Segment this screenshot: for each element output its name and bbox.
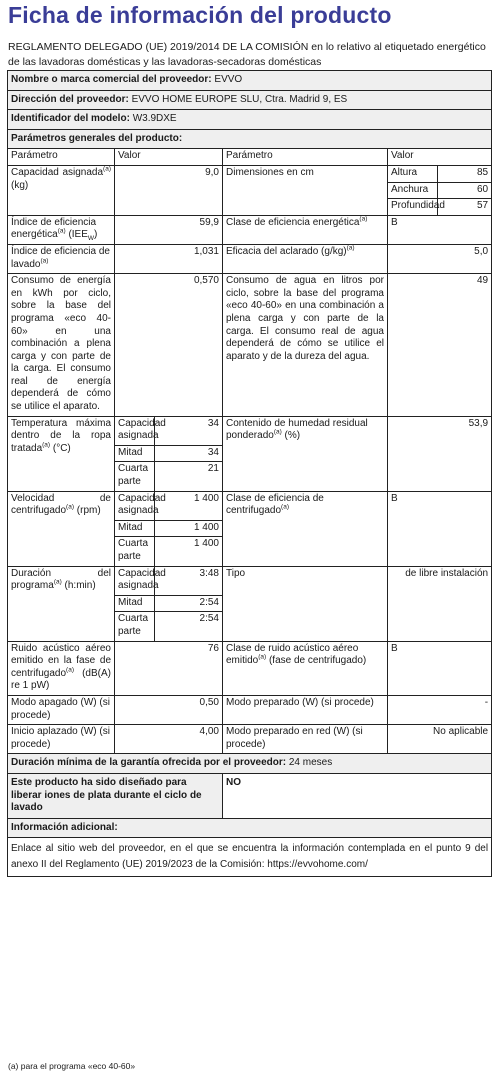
temp-rated-value: 34 bbox=[155, 416, 223, 445]
header-value-left: Valor bbox=[115, 149, 223, 166]
duration-quarter-value: 2:54 bbox=[155, 612, 223, 641]
temp-rated-label: Capacidad asignada bbox=[115, 416, 155, 445]
regulation-name: REGLAMENTO DELEGADO (UE) 2019/2014 DE LA COMISIÓN bbox=[8, 41, 309, 53]
header-param-right: Parámetro bbox=[223, 149, 388, 166]
spin-half-label: Mitad bbox=[115, 520, 155, 537]
spin-class-value: B bbox=[388, 491, 492, 566]
width-value: 60 bbox=[438, 182, 492, 199]
spin-quarter-label: Cuarta parte bbox=[115, 537, 155, 566]
capacity-label: Capacidad asignada$^{(a)}$ (kg) bbox=[8, 165, 115, 215]
energy-consumption-value: 0,570 bbox=[115, 274, 223, 417]
temperature-row bbox=[8, 416, 492, 445]
spin-quarter-value: 1 400 bbox=[155, 537, 223, 566]
noise-value: 76 bbox=[115, 641, 223, 695]
header-value-right: Valor bbox=[388, 149, 492, 166]
height-value: 85 bbox=[438, 165, 492, 182]
depth-value: 57 bbox=[438, 199, 492, 216]
energy-class-label: Clase de eficiencia energética$^{(a)}$ bbox=[223, 215, 388, 244]
spin-rated-label: Capacidad asignada bbox=[115, 491, 155, 520]
temp-half-value: 34 bbox=[155, 445, 223, 462]
temp-half-label: Mitad bbox=[115, 445, 155, 462]
supplier-address-label: Dirección del proveedor: bbox=[11, 93, 129, 105]
additional-info-row bbox=[8, 818, 492, 838]
moisture-value: 53,9 bbox=[388, 416, 492, 491]
additional-info-label: Información adicional: bbox=[8, 818, 492, 838]
eei-row bbox=[8, 215, 492, 244]
noise-row bbox=[8, 641, 492, 695]
header-row bbox=[8, 149, 492, 166]
rinsing-label: Eficacia del aclarado $(g/kg)^{(a)}$ bbox=[223, 244, 388, 273]
spin-class-label: Clase de eficiencia de centrifugado$^{(a)}$ bbox=[223, 491, 388, 566]
eei-label: Índice de eficiencia energética$^{(a)}$ $(IEE_W)$ bbox=[8, 215, 115, 244]
spin-rated-value: 1 400 bbox=[155, 491, 223, 520]
dimensions-label: Dimensiones en cm bbox=[223, 165, 388, 215]
network-standby-value: No aplicable bbox=[388, 725, 492, 754]
supplier-name-row bbox=[8, 71, 492, 91]
eei-value: 59,9 bbox=[115, 215, 223, 244]
duration-quarter-label: Cuarta parte bbox=[115, 612, 155, 641]
silver-ions-value: NO bbox=[223, 773, 492, 818]
depth-label: Profundidad bbox=[388, 199, 438, 216]
spin-row bbox=[8, 491, 492, 520]
regulation-scope: en lo relativo al etiquetado energético de las lavadoras domésticas y las lavadoras-secadoras domésticas bbox=[8, 41, 486, 68]
additional-info-text: Enlace al sitio web del proveedor, en el que se encuentra la información contemplada en el punto 9 del anexo II del Reglamento (UE) 2019/2023 de la Comisión: https://evvohome.com/ bbox=[8, 838, 492, 877]
additional-info-text-row bbox=[8, 838, 492, 877]
off-mode-value: 0,50 bbox=[115, 695, 223, 724]
footnote: (a) para el programa «eco 40-60» bbox=[8, 1061, 136, 1071]
network-standby-label: Modo preparado en red (W) (si procede) bbox=[223, 725, 388, 754]
standby-label: Modo preparado (W) (si procede) bbox=[223, 695, 388, 724]
height-label: Altura bbox=[388, 165, 438, 182]
product-info-table bbox=[7, 70, 492, 877]
off-mode-row bbox=[8, 695, 492, 724]
supplier-name-label: Nombre o marca comercial del proveedor: bbox=[11, 74, 212, 85]
silver-ions-label: Este producto ha sido diseñado para liberar iones de plata durante el ciclo de lavado bbox=[8, 773, 223, 818]
intro-text bbox=[8, 40, 490, 70]
energy-consumption-label: Consumo de energía en kWh por ciclo, sobre la base del programa «eco 40-60» en una combinación a plena carga y con parte de la carga. El consumo real de energía dependerá de cómo se utilice el aparato. bbox=[8, 274, 115, 417]
noise-class-label: Clase de ruido acústico aéreo emitido$^{(a)}$ (fase de centrifugado) bbox=[223, 641, 388, 695]
spin-speed-label: Velocidad de centrifugado$^{(a)}$ (rpm) bbox=[8, 491, 115, 566]
warranty-label: Duración mínima de la garantía ofrecida por el proveedor: bbox=[11, 757, 287, 769]
model-id-value: W3.9DXE bbox=[132, 113, 177, 125]
consumption-row bbox=[8, 274, 492, 417]
energy-class-value: B bbox=[388, 215, 492, 244]
duration-half-value: 2:54 bbox=[155, 595, 223, 612]
duration-rated-label: Capacidad asignada bbox=[115, 566, 155, 595]
delay-start-row bbox=[8, 725, 492, 754]
rinsing-value: 5,0 bbox=[388, 244, 492, 273]
duration-half-label: Mitad bbox=[115, 595, 155, 612]
noise-label: Ruido acústico aéreo emitido en la fase de centrifugado$^{(a)}$ (dB(A) re 1 pW) bbox=[8, 641, 115, 695]
warranty-row bbox=[8, 754, 492, 774]
washing-row bbox=[8, 244, 492, 273]
off-mode-label: Modo apagado (W) (si procede) bbox=[8, 695, 115, 724]
width-label: Anchura bbox=[388, 182, 438, 199]
washing-index-label: Índice de eficiencia de lavado$^{(a)}$ bbox=[8, 244, 115, 273]
duration-rated-value: 3:48 bbox=[155, 566, 223, 595]
model-id-label: Identificador del modelo: bbox=[11, 113, 130, 125]
temp-quarter-label: Cuarta parte bbox=[115, 462, 155, 491]
spin-half-value: 1 400 bbox=[155, 520, 223, 537]
moisture-label: Contenido de humedad residual ponderado$^{(a)}$ (%) bbox=[223, 416, 388, 491]
general-params-row bbox=[8, 129, 492, 149]
page-title: Ficha de información del producto bbox=[8, 2, 392, 28]
delay-start-label: Inicio aplazado (W) (si procede) bbox=[8, 725, 115, 754]
delay-start-value: 4,00 bbox=[115, 725, 223, 754]
temp-quarter-value: 21 bbox=[155, 462, 223, 491]
noise-class-value: B bbox=[388, 641, 492, 695]
supplier-name-value: EVVO bbox=[214, 74, 243, 85]
type-label: Tipo bbox=[223, 566, 388, 641]
standby-value: - bbox=[388, 695, 492, 724]
washing-index-value: 1,031 bbox=[115, 244, 223, 273]
capacity-value: 9,0 bbox=[115, 165, 223, 215]
silver-ions-row bbox=[8, 773, 492, 818]
warranty-value: 24 meses bbox=[288, 757, 333, 769]
water-consumption-value: 49 bbox=[388, 274, 492, 417]
supplier-address-row bbox=[8, 90, 492, 110]
type-value: de libre instalación bbox=[388, 566, 492, 641]
model-id-row bbox=[8, 110, 492, 130]
supplier-address-value: EVVO HOME EUROPE SLU, Ctra. Madrid 9, ES bbox=[131, 93, 348, 105]
header-param-left: Parámetro bbox=[8, 149, 115, 166]
capacity-row bbox=[8, 165, 492, 182]
duration-row bbox=[8, 566, 492, 595]
water-consumption-label: Consumo de agua en litros por ciclo, sobre la base del programa «eco 40-60» en una combinación a plena carga y con parte de la carga. El consumo real de agua dependerá de cómo se utilice el aparato y de la dureza del agua. bbox=[223, 274, 388, 417]
temperature-label: Temperatura máxima dentro de la ropa tratada$^{(a)}$ (°C) bbox=[8, 416, 115, 491]
duration-label: Duración del programa$^{(a)}$ (h:min) bbox=[8, 566, 115, 641]
general-params-label: Parámetros generales del producto: bbox=[8, 129, 492, 149]
